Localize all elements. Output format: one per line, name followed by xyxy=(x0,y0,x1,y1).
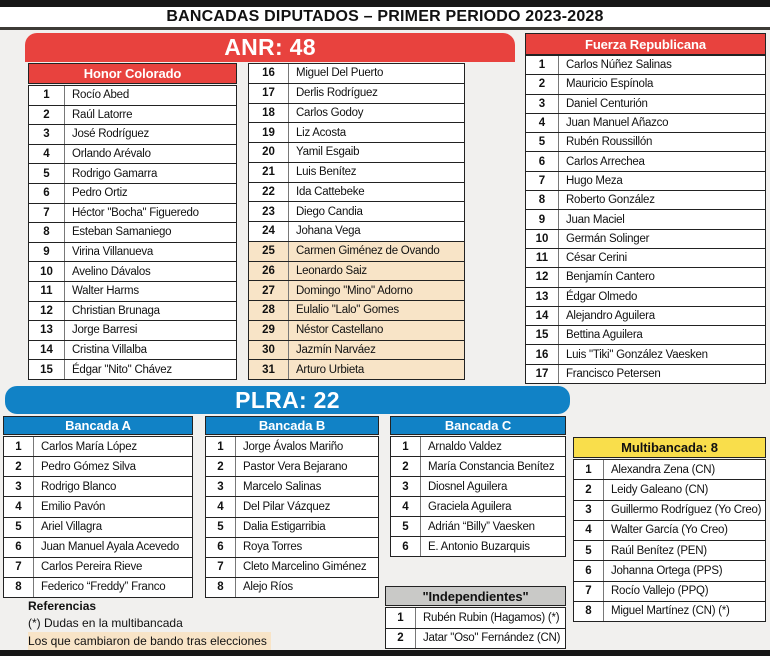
member-number: 11 xyxy=(526,249,559,267)
honor-colorado-header: Honor Colorado xyxy=(28,63,237,84)
member-name: Cristina Villalba xyxy=(72,344,147,357)
member-name: Juan Manuel Añazco xyxy=(566,117,669,130)
member-row xyxy=(4,437,192,457)
top-black-bar xyxy=(0,0,770,7)
member-name: Pastor Vera Bejarano xyxy=(243,460,348,473)
independientes-header: "Independientes" xyxy=(385,586,566,606)
member-row xyxy=(526,95,765,114)
member-name: Liz Acosta xyxy=(296,126,346,139)
member-number: 5 xyxy=(206,518,236,537)
member-number: 29 xyxy=(249,321,289,340)
member-name: Walter García (Yo Creo) xyxy=(611,524,728,537)
member-number: 3 xyxy=(29,125,65,144)
member-name: Carlos Arrechea xyxy=(566,155,645,168)
member-row xyxy=(29,243,236,263)
member-name: Édgar Olmedo xyxy=(566,290,638,303)
member-name: Jatar "Oso" Fernández (CN) xyxy=(423,632,561,645)
member-name: Leidy Galeano (CN) xyxy=(611,483,709,496)
bancada-a-rows xyxy=(3,436,193,598)
member-row xyxy=(526,365,765,383)
member-name: Benjamín Cantero xyxy=(566,271,655,284)
member-row xyxy=(249,341,464,361)
member-row xyxy=(29,223,236,243)
member-row xyxy=(29,204,236,224)
member-row xyxy=(29,86,236,106)
member-name: Johana Vega xyxy=(296,225,361,238)
member-number: 9 xyxy=(29,243,65,262)
member-number: 6 xyxy=(574,561,604,580)
member-number: 8 xyxy=(206,578,236,597)
member-name: Arturo Urbieta xyxy=(296,363,365,376)
member-row xyxy=(206,518,378,538)
member-name: Cleto Marcelino Giménez xyxy=(243,561,367,574)
member-number: 7 xyxy=(29,204,65,223)
member-name: Carlos Pereira Rieve xyxy=(41,561,143,574)
member-row xyxy=(574,541,765,561)
member-number: 26 xyxy=(249,262,289,281)
member-number: 4 xyxy=(391,497,421,516)
anr-banner: ANR: 48 xyxy=(25,33,515,62)
member-number: 1 xyxy=(206,437,236,456)
member-name: Federico “Freddy” Franco xyxy=(41,581,166,594)
member-name: Mauricio Espínola xyxy=(566,78,654,91)
anr-continuation-rows xyxy=(248,63,465,380)
member-row xyxy=(249,222,464,242)
member-number: 20 xyxy=(249,143,289,162)
member-number: 31 xyxy=(249,360,289,379)
referencias xyxy=(28,598,308,652)
member-row xyxy=(4,457,192,477)
member-row xyxy=(526,75,765,94)
member-name: Carlos María López xyxy=(41,440,137,453)
member-name: Rubén Roussillón xyxy=(566,136,653,149)
member-number: 2 xyxy=(29,106,65,125)
member-row xyxy=(249,64,464,84)
member-row xyxy=(526,152,765,171)
member-number: 4 xyxy=(526,114,559,132)
member-row xyxy=(249,321,464,341)
bancada-b-rows xyxy=(205,436,379,598)
member-row xyxy=(391,457,565,477)
member-row xyxy=(526,172,765,191)
member-row xyxy=(29,106,236,126)
member-number: 5 xyxy=(4,518,34,537)
member-number: 23 xyxy=(249,202,289,221)
member-name: Carlos Núñez Salinas xyxy=(566,59,672,72)
member-row xyxy=(249,84,464,104)
member-name: Carlos Godoy xyxy=(296,106,364,119)
title-divider xyxy=(0,27,770,30)
member-number: 1 xyxy=(386,608,416,628)
member-name: Pedro Gómez Silva xyxy=(41,460,136,473)
member-row xyxy=(29,341,236,361)
member-row xyxy=(391,477,565,497)
member-name: Héctor "Bocha" Figueredo xyxy=(72,206,199,219)
member-row xyxy=(526,230,765,249)
member-number: 17 xyxy=(526,365,559,383)
member-row xyxy=(29,184,236,204)
member-number: 3 xyxy=(4,477,34,496)
member-number: 4 xyxy=(574,521,604,540)
member-row xyxy=(4,518,192,538)
member-row xyxy=(526,133,765,152)
member-number: 10 xyxy=(29,262,65,281)
member-row xyxy=(574,501,765,521)
member-row xyxy=(29,262,236,282)
member-row xyxy=(526,56,765,75)
member-row xyxy=(29,282,236,302)
member-name: Juan Maciel xyxy=(566,213,625,226)
member-row xyxy=(249,183,464,203)
fuerza-republicana-header: Fuerza Republicana xyxy=(525,33,766,55)
member-name: Marcelo Salinas xyxy=(243,480,322,493)
member-number: 1 xyxy=(4,437,34,456)
member-row xyxy=(206,538,378,558)
member-number: 2 xyxy=(526,75,559,93)
member-name: Avelino Dávalos xyxy=(72,265,151,278)
member-number: 27 xyxy=(249,281,289,300)
member-name: Germán Solinger xyxy=(566,232,650,245)
member-row xyxy=(526,249,765,268)
member-row xyxy=(526,326,765,345)
member-number: 12 xyxy=(29,302,65,321)
member-row xyxy=(386,608,565,629)
member-name: Emilio Pavón xyxy=(41,500,106,513)
member-row xyxy=(574,561,765,581)
member-row xyxy=(29,145,236,165)
member-row xyxy=(206,497,378,517)
member-name: Carmen Giménez de Ovando xyxy=(296,245,440,258)
member-number: 8 xyxy=(29,223,65,242)
member-row xyxy=(249,202,464,222)
member-name: Esteban Samaniego xyxy=(72,226,172,239)
member-number: 7 xyxy=(526,172,559,190)
member-number: 13 xyxy=(526,288,559,306)
member-number: 3 xyxy=(206,477,236,496)
member-row xyxy=(249,301,464,321)
member-name: Édgar "Nito" Chávez xyxy=(72,363,172,376)
member-number: 5 xyxy=(526,133,559,151)
member-name: Diego Candia xyxy=(296,205,363,218)
member-name: Orlando Arévalo xyxy=(72,148,151,161)
member-name: Johanna Ortega (PPS) xyxy=(611,564,723,577)
member-name: Eulalio "Lalo" Gomes xyxy=(296,304,399,317)
member-row xyxy=(391,537,565,556)
member-number: 3 xyxy=(574,501,604,520)
member-row xyxy=(206,457,378,477)
member-row xyxy=(249,262,464,282)
member-row xyxy=(249,281,464,301)
member-name: Virina Villanueva xyxy=(72,246,153,259)
member-number: 28 xyxy=(249,301,289,320)
member-number: 14 xyxy=(29,341,65,360)
member-row xyxy=(249,123,464,143)
member-number: 15 xyxy=(29,360,65,379)
member-number: 21 xyxy=(249,163,289,182)
member-name: Néstor Castellano xyxy=(296,324,384,337)
member-name: Rodrigo Blanco xyxy=(41,480,117,493)
member-name: Alejandro Aguilera xyxy=(566,310,655,322)
member-name: Del Pilar Vázquez xyxy=(243,500,331,513)
member-name: Dalia Estigarribia xyxy=(243,521,326,534)
member-name: Ida Cattebeke xyxy=(296,185,365,198)
multibancada-rows xyxy=(573,459,766,622)
member-name: Guillermo Rodríguez (Yo Creo) xyxy=(611,504,762,517)
bancada-c-header: Bancada C xyxy=(390,416,566,435)
member-row xyxy=(526,307,765,326)
member-name: Alejo Ríos xyxy=(243,581,293,594)
member-row xyxy=(391,437,565,457)
member-name: Graciela Aguilera xyxy=(428,500,512,513)
member-number: 7 xyxy=(4,558,34,577)
member-name: José Rodríguez xyxy=(72,128,150,141)
member-number: 1 xyxy=(29,86,65,105)
member-number: 10 xyxy=(526,230,559,248)
bancada-c-rows xyxy=(390,436,566,557)
member-row xyxy=(526,288,765,307)
member-row xyxy=(249,143,464,163)
member-number: 3 xyxy=(391,477,421,496)
member-name: Arnaldo Valdez xyxy=(428,440,502,453)
member-name: Yamil Esgaib xyxy=(296,146,360,159)
multibancada-header: Multibancada: 8 xyxy=(573,437,766,458)
honor-colorado-rows xyxy=(28,85,237,380)
member-name: Juan Manuel Ayala Acevedo xyxy=(41,541,180,554)
member-row xyxy=(206,558,378,578)
member-number: 3 xyxy=(526,95,559,113)
member-number: 14 xyxy=(526,307,559,325)
referencias-legend-highlight: Los que cambiaron de bando tras elecciones xyxy=(28,632,271,652)
member-name: Jazmín Narváez xyxy=(296,343,376,356)
referencias-title: Referencias xyxy=(28,599,97,613)
member-row xyxy=(574,602,765,621)
member-row xyxy=(249,360,464,379)
member-number: 16 xyxy=(526,345,559,363)
member-row xyxy=(29,302,236,322)
member-number: 15 xyxy=(526,326,559,344)
member-number: 4 xyxy=(206,497,236,516)
bottom-black-bar xyxy=(0,650,770,656)
member-row xyxy=(249,163,464,183)
member-name: Bettina Aguilera xyxy=(566,329,643,342)
member-number: 18 xyxy=(249,104,289,123)
member-row xyxy=(574,460,765,480)
member-number: 2 xyxy=(574,480,604,499)
member-number: 6 xyxy=(29,184,65,203)
member-number: 8 xyxy=(574,602,604,621)
member-row xyxy=(526,191,765,210)
plra-banner: PLRA: 22 xyxy=(5,386,570,414)
member-row xyxy=(4,538,192,558)
member-number: 6 xyxy=(4,538,34,557)
member-name: Daniel Centurión xyxy=(566,97,648,110)
member-number: 8 xyxy=(526,191,559,209)
member-number: 7 xyxy=(206,558,236,577)
member-name: María Constancia Benítez xyxy=(428,460,555,473)
bancada-b-header: Bancada B xyxy=(205,416,379,435)
member-number: 7 xyxy=(574,582,604,601)
member-row xyxy=(29,321,236,341)
member-name: Roberto González xyxy=(566,194,655,207)
member-name: Raúl Benítez (PEN) xyxy=(611,544,707,557)
member-row xyxy=(391,517,565,537)
member-number: 2 xyxy=(386,629,416,649)
member-name: Pedro Ortiz xyxy=(72,187,128,200)
member-row xyxy=(526,114,765,133)
member-number: 5 xyxy=(391,517,421,536)
member-number: 13 xyxy=(29,321,65,340)
member-name: Luis Benítez xyxy=(296,166,357,179)
member-row xyxy=(4,578,192,597)
member-row xyxy=(29,164,236,184)
member-name: Luis "Tiki" González Vaesken xyxy=(566,348,708,361)
member-name: Jorge Barresi xyxy=(72,324,138,337)
member-name: Ariel Villagra xyxy=(41,521,102,534)
member-row xyxy=(206,437,378,457)
independientes-rows xyxy=(385,607,566,649)
member-row xyxy=(29,360,236,379)
member-number: 11 xyxy=(29,282,65,301)
member-row xyxy=(29,125,236,145)
referencias-legend xyxy=(28,632,308,652)
member-number: 30 xyxy=(249,341,289,360)
member-number: 8 xyxy=(4,578,34,597)
member-number: 4 xyxy=(29,145,65,164)
member-name: Roya Torres xyxy=(243,541,303,554)
member-number: 24 xyxy=(249,222,289,241)
member-number: 12 xyxy=(526,268,559,286)
member-row xyxy=(574,480,765,500)
member-row xyxy=(391,497,565,517)
member-number: 17 xyxy=(249,84,289,103)
member-number: 16 xyxy=(249,64,289,83)
member-row xyxy=(526,210,765,229)
member-name: Adrián “Billy” Vaesken xyxy=(428,520,535,533)
member-name: Domingo "Mino" Adorno xyxy=(296,284,413,297)
member-name: Hugo Meza xyxy=(566,174,623,187)
member-row xyxy=(526,345,765,364)
member-number: 5 xyxy=(574,541,604,560)
member-number: 6 xyxy=(526,152,559,170)
member-number: 22 xyxy=(249,183,289,202)
fuerza-republicana-rows xyxy=(525,55,766,384)
member-row xyxy=(574,521,765,541)
member-number: 1 xyxy=(526,56,559,74)
member-name: Miguel Del Puerto xyxy=(296,67,384,80)
member-name: Rubén Rubin (Hagamos) (*) xyxy=(423,611,560,624)
member-row xyxy=(526,268,765,287)
member-number: 1 xyxy=(574,460,604,479)
member-name: César Cerini xyxy=(566,252,627,265)
member-number: 2 xyxy=(4,457,34,476)
member-name: Rodrigo Gamarra xyxy=(72,167,158,180)
page-title: BANCADAS DIPUTADOS – PRIMER PERIODO 2023-2028 xyxy=(0,7,770,27)
member-name: Rocío Vallejo (PPQ) xyxy=(611,585,709,598)
member-row xyxy=(4,477,192,497)
member-number: 5 xyxy=(29,164,65,183)
member-row xyxy=(4,558,192,578)
member-row xyxy=(386,629,565,649)
member-number: 6 xyxy=(391,537,421,556)
member-name: Miguel Martínez (CN) (*) xyxy=(611,605,730,618)
member-number: 6 xyxy=(206,538,236,557)
member-name: Francisco Petersen xyxy=(566,367,661,380)
member-number: 4 xyxy=(4,497,34,516)
member-number: 2 xyxy=(391,457,421,476)
member-number: 19 xyxy=(249,123,289,142)
member-row xyxy=(206,578,378,597)
member-row xyxy=(574,582,765,602)
member-name: Alexandra Zena (CN) xyxy=(611,463,715,476)
member-row xyxy=(249,242,464,262)
member-name: Leonardo Saiz xyxy=(296,264,367,277)
member-name: Walter Harms xyxy=(72,285,139,298)
member-name: Diosnel Aguilera xyxy=(428,480,508,493)
member-number: 2 xyxy=(206,457,236,476)
bancada-a-header: Bancada A xyxy=(3,416,193,435)
member-number: 9 xyxy=(526,210,559,228)
member-row xyxy=(249,104,464,124)
member-row xyxy=(4,497,192,517)
member-name: Christian Brunaga xyxy=(72,304,160,317)
member-name: E. Antonio Buzarquis xyxy=(428,540,530,553)
member-name: Raúl Latorre xyxy=(72,108,133,121)
member-name: Derlis Rodríguez xyxy=(296,87,378,100)
member-row xyxy=(206,477,378,497)
referencias-note: (*) Dudas en la multibancada xyxy=(28,616,183,630)
member-name: Rocío Abed xyxy=(72,89,129,102)
member-number: 1 xyxy=(391,437,421,456)
member-name: Jorge Ávalos Mariño xyxy=(243,440,344,453)
member-number: 25 xyxy=(249,242,289,261)
